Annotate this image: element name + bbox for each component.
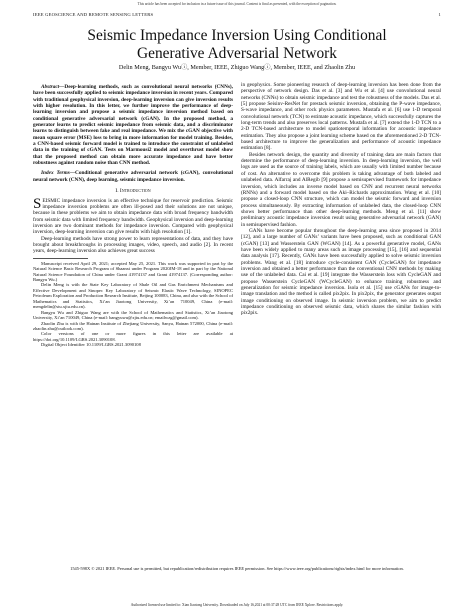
footnote-author-zhu: Zhaolin Zhu is with the Hainan Institute of Zhejiang University, Sanya, Hainan 572000, China (e-mail: zhaolin.zhu@outlook.com). [33, 320, 233, 332]
title-line-1: Seismic Impedance Inversion Using Conditional [87, 27, 387, 44]
paper-title [20, 27, 454, 63]
intro-paragraph-2: Deep-learning methods have strong power to learn representations of data, and they have brought about breakthroughs in processing images, video, speech, and audio [2]. In recent years, deep-learning inversion also achieves great success [33, 235, 233, 255]
footnote-manuscript: Manuscript received April 29, 2021; accepted May 25, 2021. This work was supported in part by the Natural Science Basic Research Program of Shaanxi under Program 2020JM-18 and in part by the National Natural Science Foundation of China under Grant 41974137 and Grant 41974137. (Corresponding author: Bangyu Wu.) [33, 260, 233, 282]
index-terms [33, 170, 233, 183]
index-terms-text: Conditional generative adversarial network (cGAN), convolutional neural network (CNN), deep learning, seismic impedance inversion. [33, 170, 233, 183]
abstract-label: Abstract— [41, 84, 65, 90]
abstract [33, 84, 233, 166]
journal-name: IEEE GEOSCIENCE AND REMOTE SENSING LETTERS [33, 12, 154, 17]
license-notice: Authorized licensed use limited to: Xian Jiaotong University. Downloaded on July 16,2021 at 00:37:28 UTC from IEEE Xplore. Restrictions apply. [130, 603, 344, 607]
copyright-footer: 1545-598X © 2021 IEEE. Personal use is permitted, but republication/redistribution requires IEEE permission. See https://www.ieee.org/publications/rights/index.html for more information. [70, 566, 404, 571]
abstract-text: Deep-learning methods, such as convolutional neural networks (CNNs), have been successfully applied to seismic impedance inversion in recent years. Compared with traditional geophysical inversion, deep-learning inversion can give inversion results with higher resolution. In this letter, we further improve the performance of deep-learning inversion and propose a seismic impedance inversion method based on conditional generative adversarial network (cGAN). In the proposed method, a generator learns to predict seismic impedance from seismic data, and a discriminator learns to distinguish between fake and real impedance. We mix the cGAN objective with mean square error (MSE) loss to bring in more information for model training. Besides, a CNN-based seismic forward model is trained to introduce the constraint of unlabeled data in the training of cGAN. Tests on Marmousi2 model and overthrust model show that the proposed method can obtain more accurate impedance and have better robustness against random noise than CNN method. [33, 84, 233, 167]
right-column [241, 82, 441, 317]
footnote-author-meng: Delin Meng is with the State Key Laboratory of Shale Oil and Gas Enrichment Mechanisms and Effective Development and Sinopec Key Laboratory of Seismic Elastic Wave Technology, SINOPEC Petroleum Exploration and Production Research Institute, Beijing 100083, China, and also with the School of Mathematics and Statistics, Xi’an Jiaotong University, Xi’an 710049, China (e-mail: mengdelin@stu.xjtu.edu.cn). [33, 282, 233, 310]
intro-paragraph-1 [33, 195, 233, 236]
footnote-doi: Digital Object Identifier 10.1109/LGRS.2021.3090108 [41, 342, 141, 348]
intro-paragraph-1-text: EISMIC impedance inversion is an effective technique for reservoir prediction. Seismic impedance inversion problems are often ill-posed and their solutions are not unique, because in these problems we aim to obtain impedance data with broad frequency bandwidth from seismic data with limited frequency bandwidth. Geophysical inversion and deep-learning inversion are two dominant methods for impedance inversion. Compared with geophysical inversion, deep-learning inversion can give results with high resolution [1]. [33, 197, 233, 236]
right-paragraph-2: Besides network design, the quantity and diversity of training data are main factors that determine the performance of deep-learning inversion. In deep-learning inversion, the well logs are used as the source of training labels, which are usually with limited number because of cost. An alternative to overcome this problem is taking advantage of both labeled and unlabeled data. Alfarraj and AlRegib [9] propose a semisupervised framework for impedance inversion, which includes an inverse model based on CNN and recurrent neural networks (RNNs) and a forward model based on the Aki–Richards approximation. Wang et al. [10] propose a closed-loop CNN structure, which can model the seismic forward and inversion process simultaneously. By extracting information of unlabeled data, the closed-loop CNN shows better performance than other deep-learning methods. Meng et al. [11] show preliminary acoustic impedance inversion result using generative adversarial network (GAN) in semisupervised fashion. [241, 151, 441, 228]
right-paragraph-3: GANs have become popular throughout the deep-learning area since proposed in 2014 [12], and a large number of GANs’ variants have been proposed, such as conditional GAN (cGAN) [13] and Wasserstein GAN (WGAN) [14]. As a powerful generative model, GANs have been widely applied to many areas such as image processing [15], [16] and sequential data analysis [17]. Recently, GANs have been successfully applied to solve seismic inversion problems. Wang et al. [18] introduce cycle-consistent GAN (CycleGAN) for impedance inversion and obtained a better performance than the conventional CNN methods by making use of the unlabeled data. Cai et al. [19] integrate the Wasserstein loss with CycleGAN and propose Wasserstein CycleGAN (WCycleGAN) to enhance training robustness and generalization for seismic impedance inversion. Isola et al. [15] use cGANs for image-to-image translation and the method is called pix2pix. In pix2pix, the generator generates output image conditioning on observed image. In seismic inversion problem, we aim to predict impedance conditioning on observed seismic data, which shares the similar fashion with pix2pix. [241, 227, 441, 317]
left-column [33, 84, 233, 348]
acceptance-notice: This article has been accepted for inclusion in a future issue of this journal. Content is final as presented, with the exception of pagination. [137, 2, 337, 6]
index-terms-label: Index Terms— [41, 170, 76, 177]
footnote-divider [33, 258, 88, 259]
drop-cap: S [33, 195, 42, 212]
right-paragraph-1: in geophysics. Some pioneering research of deep-learning inversion has been done from the perspective of network design. Das et al. [3] and Wu et al. [4] use convolutional neural networks (CNNs) to obtain seismic impedance and test the robustness of the models. Das et al. [5] propose Seisinv-ResNet for prestack seismic inversion, obtaining the P-wave impedance, S-wave impedance, and other rock physics parameters. Mustafa et al. [6] use 1-D temporal convolutional network (TCN) to estimate acoustic impedance, which successfully captures the long-term trends and also preserves local patterns. Mustafa et al. [7] extend the 1-D TCN to a 2-D TCN-based architecture to model spatiotemporal information for acoustic impedance estimation. They also propose a joint learning scheme based on the aforementioned 2-D TCN-based architecture to improve the generalization and performance of acoustic impedance estimation [8]. [241, 82, 441, 152]
title-line-2: Generative Adversarial Network [137, 45, 337, 62]
section-heading-introduction: I. Introduction [115, 188, 151, 195]
page-number: 1 [438, 12, 441, 17]
author-list: Delin Meng, Bangyu Wuⓘ, Member, IEEE, Zhiguo Wangⓘ, Member, IEEE, and Zhaolin Zhu [118, 64, 356, 71]
running-header [33, 12, 441, 17]
footnote-color-versions: Color versions of one or more figures in this letter are available at https://doi.org/10.1109/LGRS.2021.3090108. [33, 331, 233, 342]
footnote-authors-wu-wang: Bangyu Wu and Zhiguo Wang are with the School of Mathematics and Statistics, Xi’an Jiaotong University, Xi’an 710049, China (e-mail: bangyuwu@xjtu.edu.cn; emailwzg@gmail.com). [33, 309, 233, 321]
